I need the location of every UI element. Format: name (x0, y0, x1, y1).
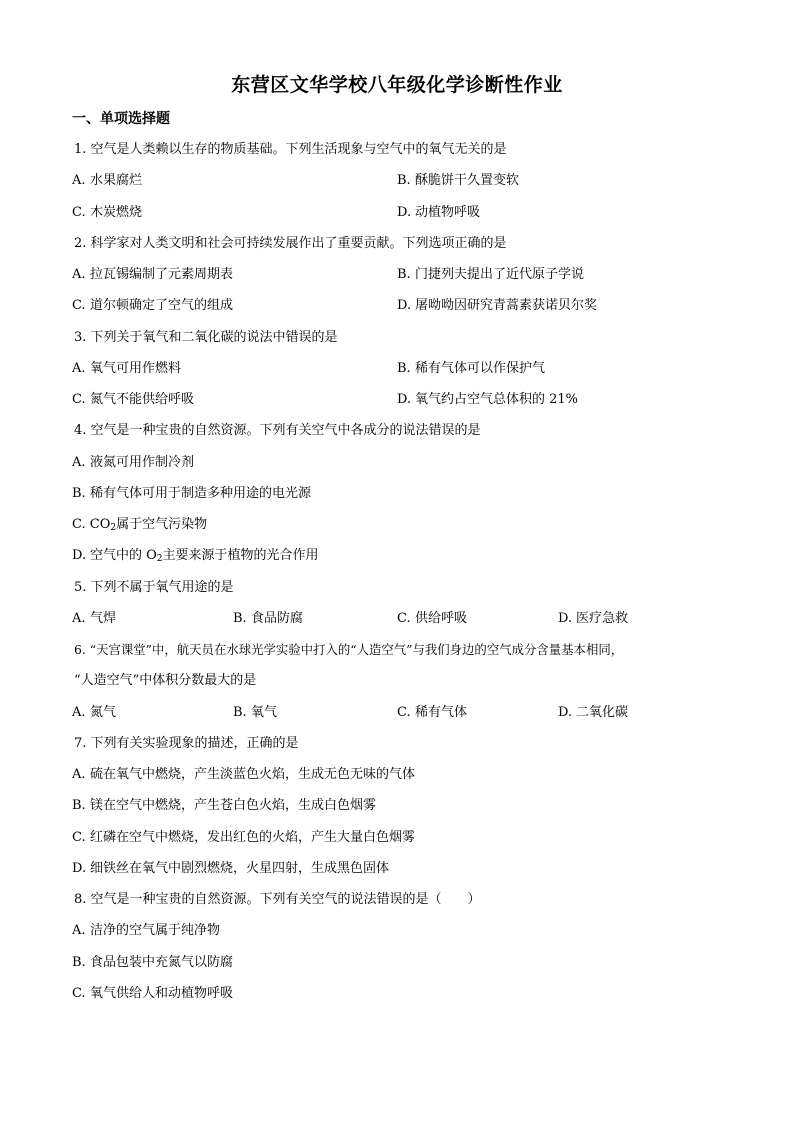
option-a: A. 水果腐烂 (72, 173, 143, 189)
question-7-option-a: A. 硫在氧气中燃烧，产生淡蓝色火焰，生成无色无味的气体 (72, 767, 416, 782)
question-7-option-d: D. 细铁丝在氧气中剧烈燃烧，火星四射，生成黑色固体 (72, 860, 390, 876)
option-c: C. 氮气不能供给呼吸 (72, 392, 195, 407)
question-4-stem: 4. 空气是一种宝贵的自然资源。下列有关空气中各成分的说法错误的是 (74, 423, 481, 439)
page-title: 东营区文华学校八年级化学诊断性作业 (231, 74, 563, 96)
question-3-stem: 3. 下列关于氧气和二氧化碳的说法中错误的是 (74, 329, 338, 345)
question-2-options-row-2 (72, 290, 732, 321)
option-c: C. 道尔顿确定了空气的组成 (72, 298, 234, 314)
question-3-options-row-1 (72, 353, 732, 384)
question-list (72, 134, 732, 1009)
question-8-option-b: B. 食品包装中充氮气以防腐 (72, 954, 234, 970)
option-a: A. 拉瓦锡编制了元素周期表 (72, 267, 234, 282)
question-1-options-row-2 (72, 197, 732, 228)
question-7-option-c: C. 红磷在空气中燃烧，发出红色的火焰，产生大量白色烟雾 (72, 829, 416, 845)
question-8-option-a: A. 洁净的空气属于纯净物 (72, 923, 221, 939)
option-b: B. 稀有气体可以作保护气 (397, 360, 546, 376)
question-2-stem: 2. 科学家对人类文明和社会可持续发展作出了重要贡献。下列选项正确的是 (74, 235, 507, 251)
option-d: D. 医疗急救 (558, 610, 629, 626)
option-b: B. 酥脆饼干久置变软 (397, 173, 520, 189)
question-7-option-b: B. 镁在空气中燃烧，产生苍白色火焰，生成白色烟雾 (72, 798, 377, 814)
option-d: D. 动植物呼吸 (397, 204, 481, 220)
question-8-option-c: C. 氧气供给人和动植物呼吸 (72, 985, 234, 1001)
question-5-options (72, 603, 732, 634)
option-b: B. 食品防腐 (233, 610, 304, 626)
question-1-stem: 1. 空气是人类赖以生存的物质基础。下列生活现象与空气中的氧气无关的是 (74, 142, 507, 157)
question-5-stem: 5. 下列不属于氧气用途的是 (74, 579, 234, 595)
question-6-options (72, 697, 732, 728)
question-4-option-d: D. 空气中的 $O_2$主要来源于植物的光合作用 (72, 548, 319, 565)
option-b: B. 门捷列夫提出了近代原子学说 (397, 267, 585, 282)
question-4-option-c: C. $CO_2$属于空气污染物 (72, 517, 208, 533)
section-heading: 一、单项选择题 (72, 111, 170, 127)
option-a: A. 气焊 (72, 610, 117, 626)
option-c: C. 供给呼吸 (397, 610, 468, 626)
option-d: D. 氧气约占空气总体积的 21% (397, 392, 579, 407)
question-1-options-row-1 (72, 165, 732, 196)
question-8-stem: 8. 空气是一种宝贵的自然资源。下列有关空气的说法错误的是（ ） (74, 892, 481, 907)
question-4-option-a: A. 液氮可用作制冷剂 (72, 454, 195, 470)
question-4-option-b: B. 稀有气体可用于制造多种用途的电光源 (72, 485, 312, 501)
option-d: D. 二氧化碳 (558, 704, 629, 720)
option-a: A. 氮气 (72, 704, 117, 720)
option-d: D. 屠呦呦因研究青蒿素获诺贝尔奖 (397, 298, 598, 314)
question-2-options-row-1 (72, 259, 732, 290)
option-b: B. 氧气 (233, 704, 278, 720)
option-a: A. 氧气可用作燃料 (72, 360, 182, 376)
question-3-options-row-2 (72, 384, 732, 415)
option-c: C. 稀有气体 (397, 704, 468, 720)
option-c: C. 木炭燃烧 (72, 204, 143, 220)
question-6-stem-line-1: 6. “天宫课堂”中，航天员在水球光学实验中打入的“人造空气”与我们身边的空气成分含量基本相同， (74, 642, 624, 657)
question-7-stem: 7. 下列有关实验现象的描述，正确的是 (74, 735, 299, 751)
question-6-stem-line-2: “人造空气”中体积分数最大的是 (74, 673, 257, 689)
